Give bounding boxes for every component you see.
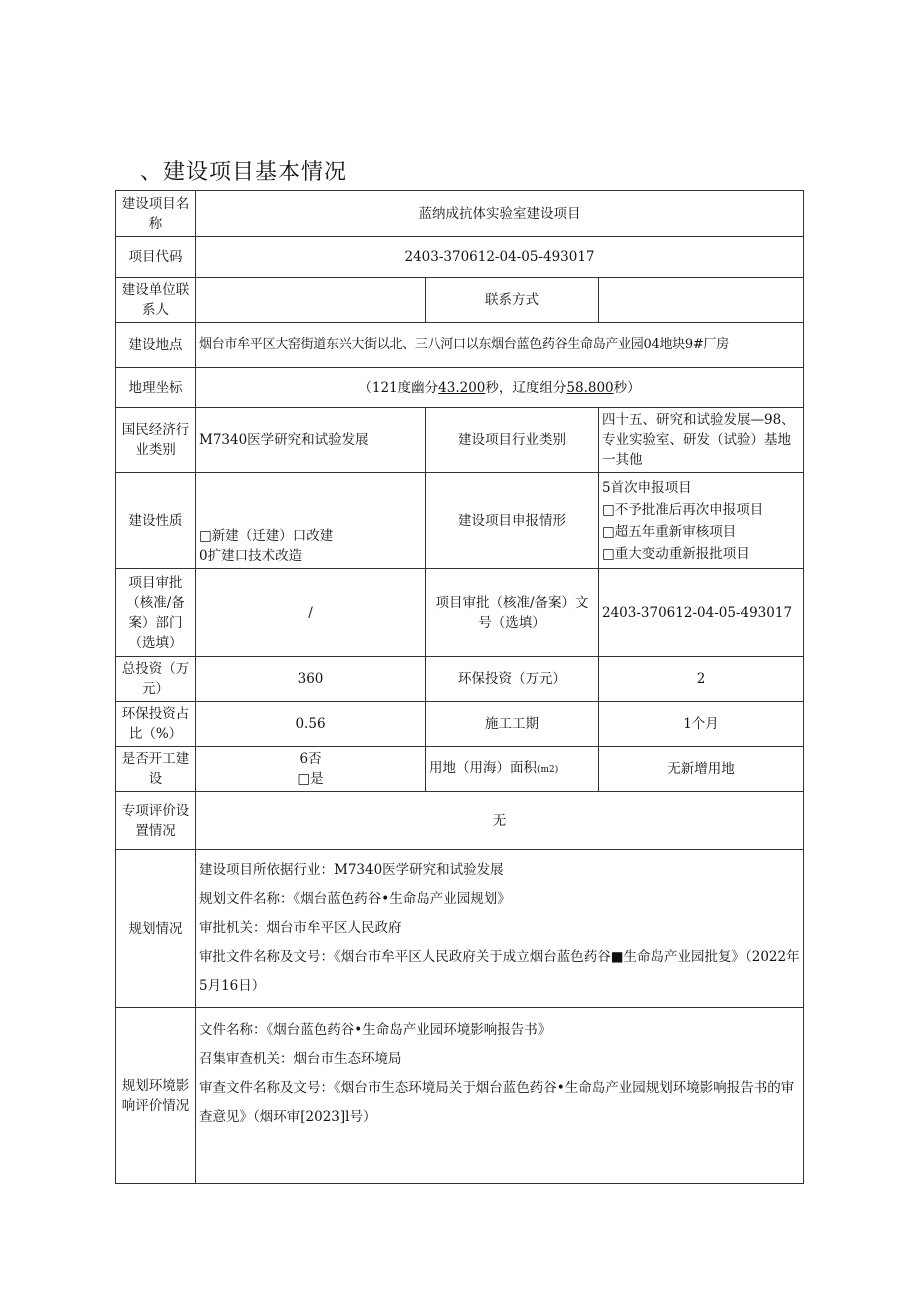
planning-line: 建设项目所依据行业：M7340医学研究和试验发展	[199, 862, 504, 878]
label-contact: 建设单位联系人	[116, 278, 196, 323]
row-project-name	[116, 191, 804, 237]
eia-line: 审查文件名称及文号：《烟台市生态环境局关于烟台蓝色药谷•生命岛产业园规划环境影响报告书的审查意见》（烟环审[2023]l号）	[199, 1080, 795, 1125]
coord-prefix: （121度幽分	[358, 379, 439, 396]
declaration-option: □超五年重新审核项目	[602, 523, 737, 540]
value-project-industry: 四十五、研究和试验发展—98、专业实验室、研发（试验）基地一其他	[599, 408, 804, 473]
label-declaration: 建设项目申报情形	[426, 473, 599, 569]
label-nature: 建设性质	[116, 473, 196, 569]
eia-line: 召集审查机关：烟台市生态环境局	[199, 1051, 402, 1067]
label-approval-number: 项目审批（核准/备案）文号（选填）	[426, 569, 599, 657]
label-location: 建设地点	[116, 323, 196, 368]
label-construction-period: 施工工期	[426, 702, 599, 747]
row-coordinates	[116, 368, 804, 408]
row-industry	[116, 408, 804, 473]
row-project-code	[116, 237, 804, 278]
label-env-investment: 环保投资（万元）	[426, 657, 599, 702]
value-land-area: 无新增用地	[599, 747, 804, 792]
value-contact-method	[599, 278, 804, 323]
label-env-ratio: 环保投资占比（%）	[116, 702, 196, 747]
coord-seconds-2: 58.800	[566, 379, 614, 396]
value-location: 烟台市牟平区大窑街道东兴大街以北、三八河口以东烟台蓝色药谷生命岛产业园04地块9#厂房	[196, 323, 804, 368]
label-contact-method: 联系方式	[426, 278, 599, 323]
row-special	[116, 792, 804, 850]
row-started	[116, 747, 804, 792]
value-started	[196, 747, 426, 792]
project-info-table	[115, 190, 804, 1184]
row-eia	[116, 1008, 804, 1184]
eia-line: 文件名称：《烟台蓝色药谷•生命岛产业园环境影响报告书》	[199, 1022, 552, 1038]
nature-option-line-1: □新建（迁建）口改建	[199, 528, 334, 544]
declaration-option: □重大变动重新报批项目	[602, 545, 750, 562]
value-eia	[196, 1008, 804, 1184]
row-location	[116, 323, 804, 368]
value-env-ratio: 0.56	[196, 702, 426, 747]
label-coordinates: 地理坐标	[116, 368, 196, 408]
coord-mid: 秒，辽度组分	[485, 379, 567, 396]
label-started: 是否开工建设	[116, 747, 196, 792]
row-nature	[116, 473, 804, 569]
planning-line: 规划文件名称：《烟台蓝色药谷•生命岛产业园规划》	[199, 891, 511, 907]
label-total-investment: 总投资（万元）	[116, 657, 196, 702]
row-investment	[116, 657, 804, 702]
value-declaration	[599, 473, 804, 569]
coord-suffix: 秒）	[613, 379, 641, 396]
label-planning: 规划情况	[116, 850, 196, 1008]
row-approval	[116, 569, 804, 657]
label-industry: 国民经济行业类别	[116, 408, 196, 473]
declaration-option: 5首次申报项目	[602, 479, 692, 496]
label-approval-dept: 项目审批（核准/备案）部门（选填）	[116, 569, 196, 657]
label-project-industry: 建设项目行业类别	[426, 408, 599, 473]
nature-option-line-2: 0扩建口技术改造	[199, 548, 303, 564]
value-env-investment: 2	[599, 657, 804, 702]
label-special-eval: 专项评价设置情况	[116, 792, 196, 850]
started-option-no: 6否	[299, 751, 322, 767]
value-special-eval: 无	[196, 792, 804, 850]
value-project-code: 2403-370612-04-05-493017	[196, 237, 804, 278]
planning-line: 审批文件名称及文号：《烟台市牟平区人民政府关于成立烟台蓝色药谷■生命岛产业园批复》（2022年5月16日）	[199, 949, 800, 994]
coord-seconds-1: 43.200	[438, 379, 486, 396]
label-project-code: 项目代码	[116, 237, 196, 278]
value-approval-number: 2403-370612-04-05-493017	[599, 569, 804, 657]
value-planning	[196, 850, 804, 1008]
value-construction-period: 1个月	[599, 702, 804, 747]
value-total-investment: 360	[196, 657, 426, 702]
row-planning	[116, 850, 804, 1008]
label-project-name: 建设项目名称	[116, 191, 196, 237]
land-area-unit: (m2)	[537, 765, 559, 775]
started-option-yes: □是	[297, 771, 324, 787]
land-area-label: 用地（用海）面积	[429, 760, 537, 776]
value-coordinates	[196, 368, 804, 408]
planning-line: 审批机关：烟台市牟平区人民政府	[199, 920, 402, 936]
value-contact	[196, 278, 426, 323]
row-ratio	[116, 702, 804, 747]
label-land-area	[426, 747, 599, 792]
label-eia: 规划环境影响评价情况	[116, 1008, 196, 1184]
value-nature	[196, 473, 426, 569]
section-title: 、建设项目基本情况	[140, 160, 348, 185]
value-approval-dept: /	[196, 569, 426, 657]
value-project-name: 蓝纳成抗体实验室建设项目	[196, 191, 804, 237]
declaration-option: □不予批准后再次申报项目	[602, 501, 764, 518]
row-contact	[116, 278, 804, 323]
value-industry: M7340医学研究和试验发展	[196, 408, 426, 473]
